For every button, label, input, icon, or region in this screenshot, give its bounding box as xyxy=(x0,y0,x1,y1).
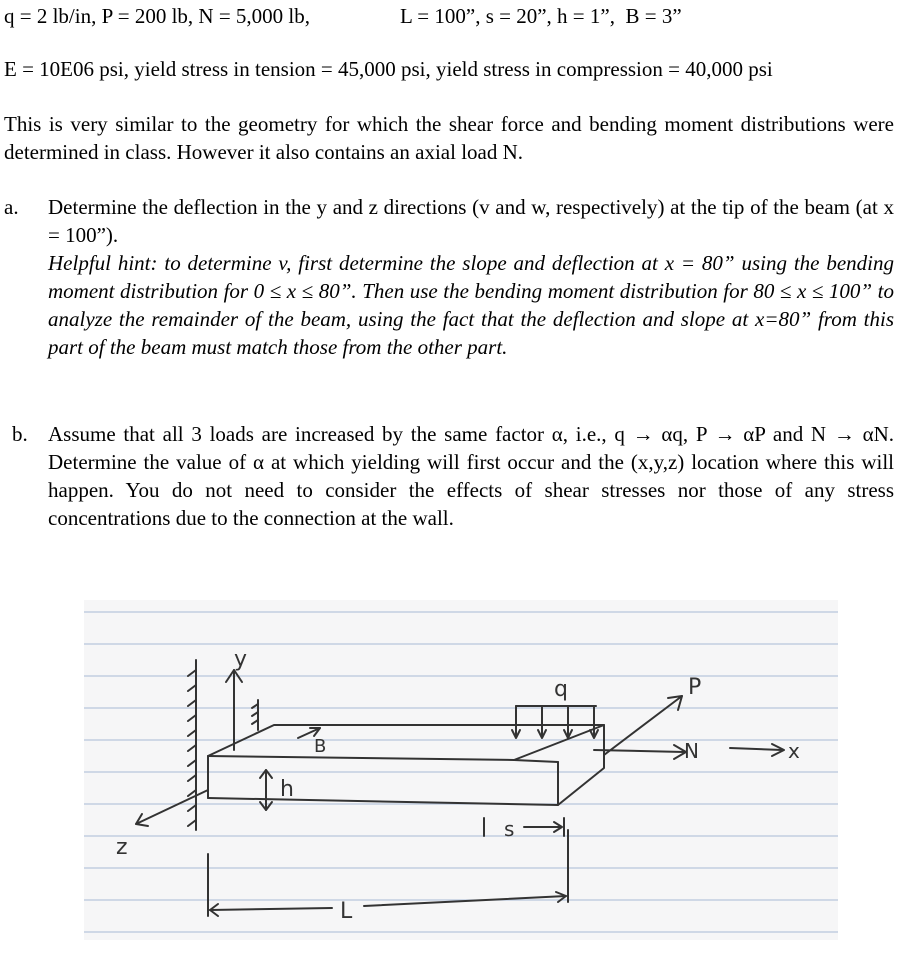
label-x: x xyxy=(788,739,800,763)
part-a-marker: a. xyxy=(4,195,19,219)
y-axis-arrow xyxy=(226,670,242,750)
given-line-2: E = 10E06 psi, yield stress in tension = 45,000 psi, yield stress in compression = 40,000 psi xyxy=(4,57,773,81)
label-s: s xyxy=(504,817,515,841)
part-a-hint: Helpful hint: to determine v, first determine the slope and deflection at x = 80” using the bending moment distribution for 0 ≤ x ≤ 80”. Then use the bending moment distribution for 80 ≤ x ≤ 100” to analyze the remainder of the beam, using the fact that the deflection and slope at x=80” from this part of the beam must match those from the other part. xyxy=(48,251,894,359)
part-a-text: Determine the deflection in the y and z directions (v and w, respectively) at the tip of the beam (at x = 100”). xyxy=(48,195,894,247)
x-axis-arrow xyxy=(730,744,784,756)
part-b-marker: b. xyxy=(12,422,28,446)
h-dimension xyxy=(260,770,272,810)
label-y: y xyxy=(234,647,248,672)
label-p: P xyxy=(688,675,702,700)
label-b: B xyxy=(314,736,327,757)
s-dimension xyxy=(484,818,564,836)
label-z: z xyxy=(116,835,128,860)
intro-paragraph: This is very similar to the geometry for which the shear force and bending moment distributions were determined in class. However it also contains an axial load N. xyxy=(4,112,894,164)
label-l: L xyxy=(340,899,353,924)
beam-sketch xyxy=(84,600,838,940)
z-axis-arrow xyxy=(136,790,208,826)
label-h: h xyxy=(280,777,294,802)
label-n: N xyxy=(684,739,699,763)
given-line-1a: q = 2 lb/in, P = 200 lb, N = 5,000 lb, xyxy=(4,4,311,28)
part-b-text: Assume that all 3 loads are increased by the same factor α, i.e., q → αq, P → αP and N → αN. Determine the value of α at which yielding will first occur and the (x,y,z) location where this will happen. You do not need to consider the effects of shear stresses nor those of any stress concentrations due to the connection at the wall. xyxy=(48,422,894,530)
p-load-arrow xyxy=(604,696,682,755)
given-line-1b: L = 100”, s = 20”, h = 1”, B = 3” xyxy=(400,4,682,28)
label-q: q xyxy=(554,677,568,702)
beam-outline xyxy=(208,725,604,805)
beam-sketch-svg xyxy=(84,600,838,940)
l-dimension xyxy=(208,830,568,916)
ruled-lines xyxy=(84,612,838,932)
